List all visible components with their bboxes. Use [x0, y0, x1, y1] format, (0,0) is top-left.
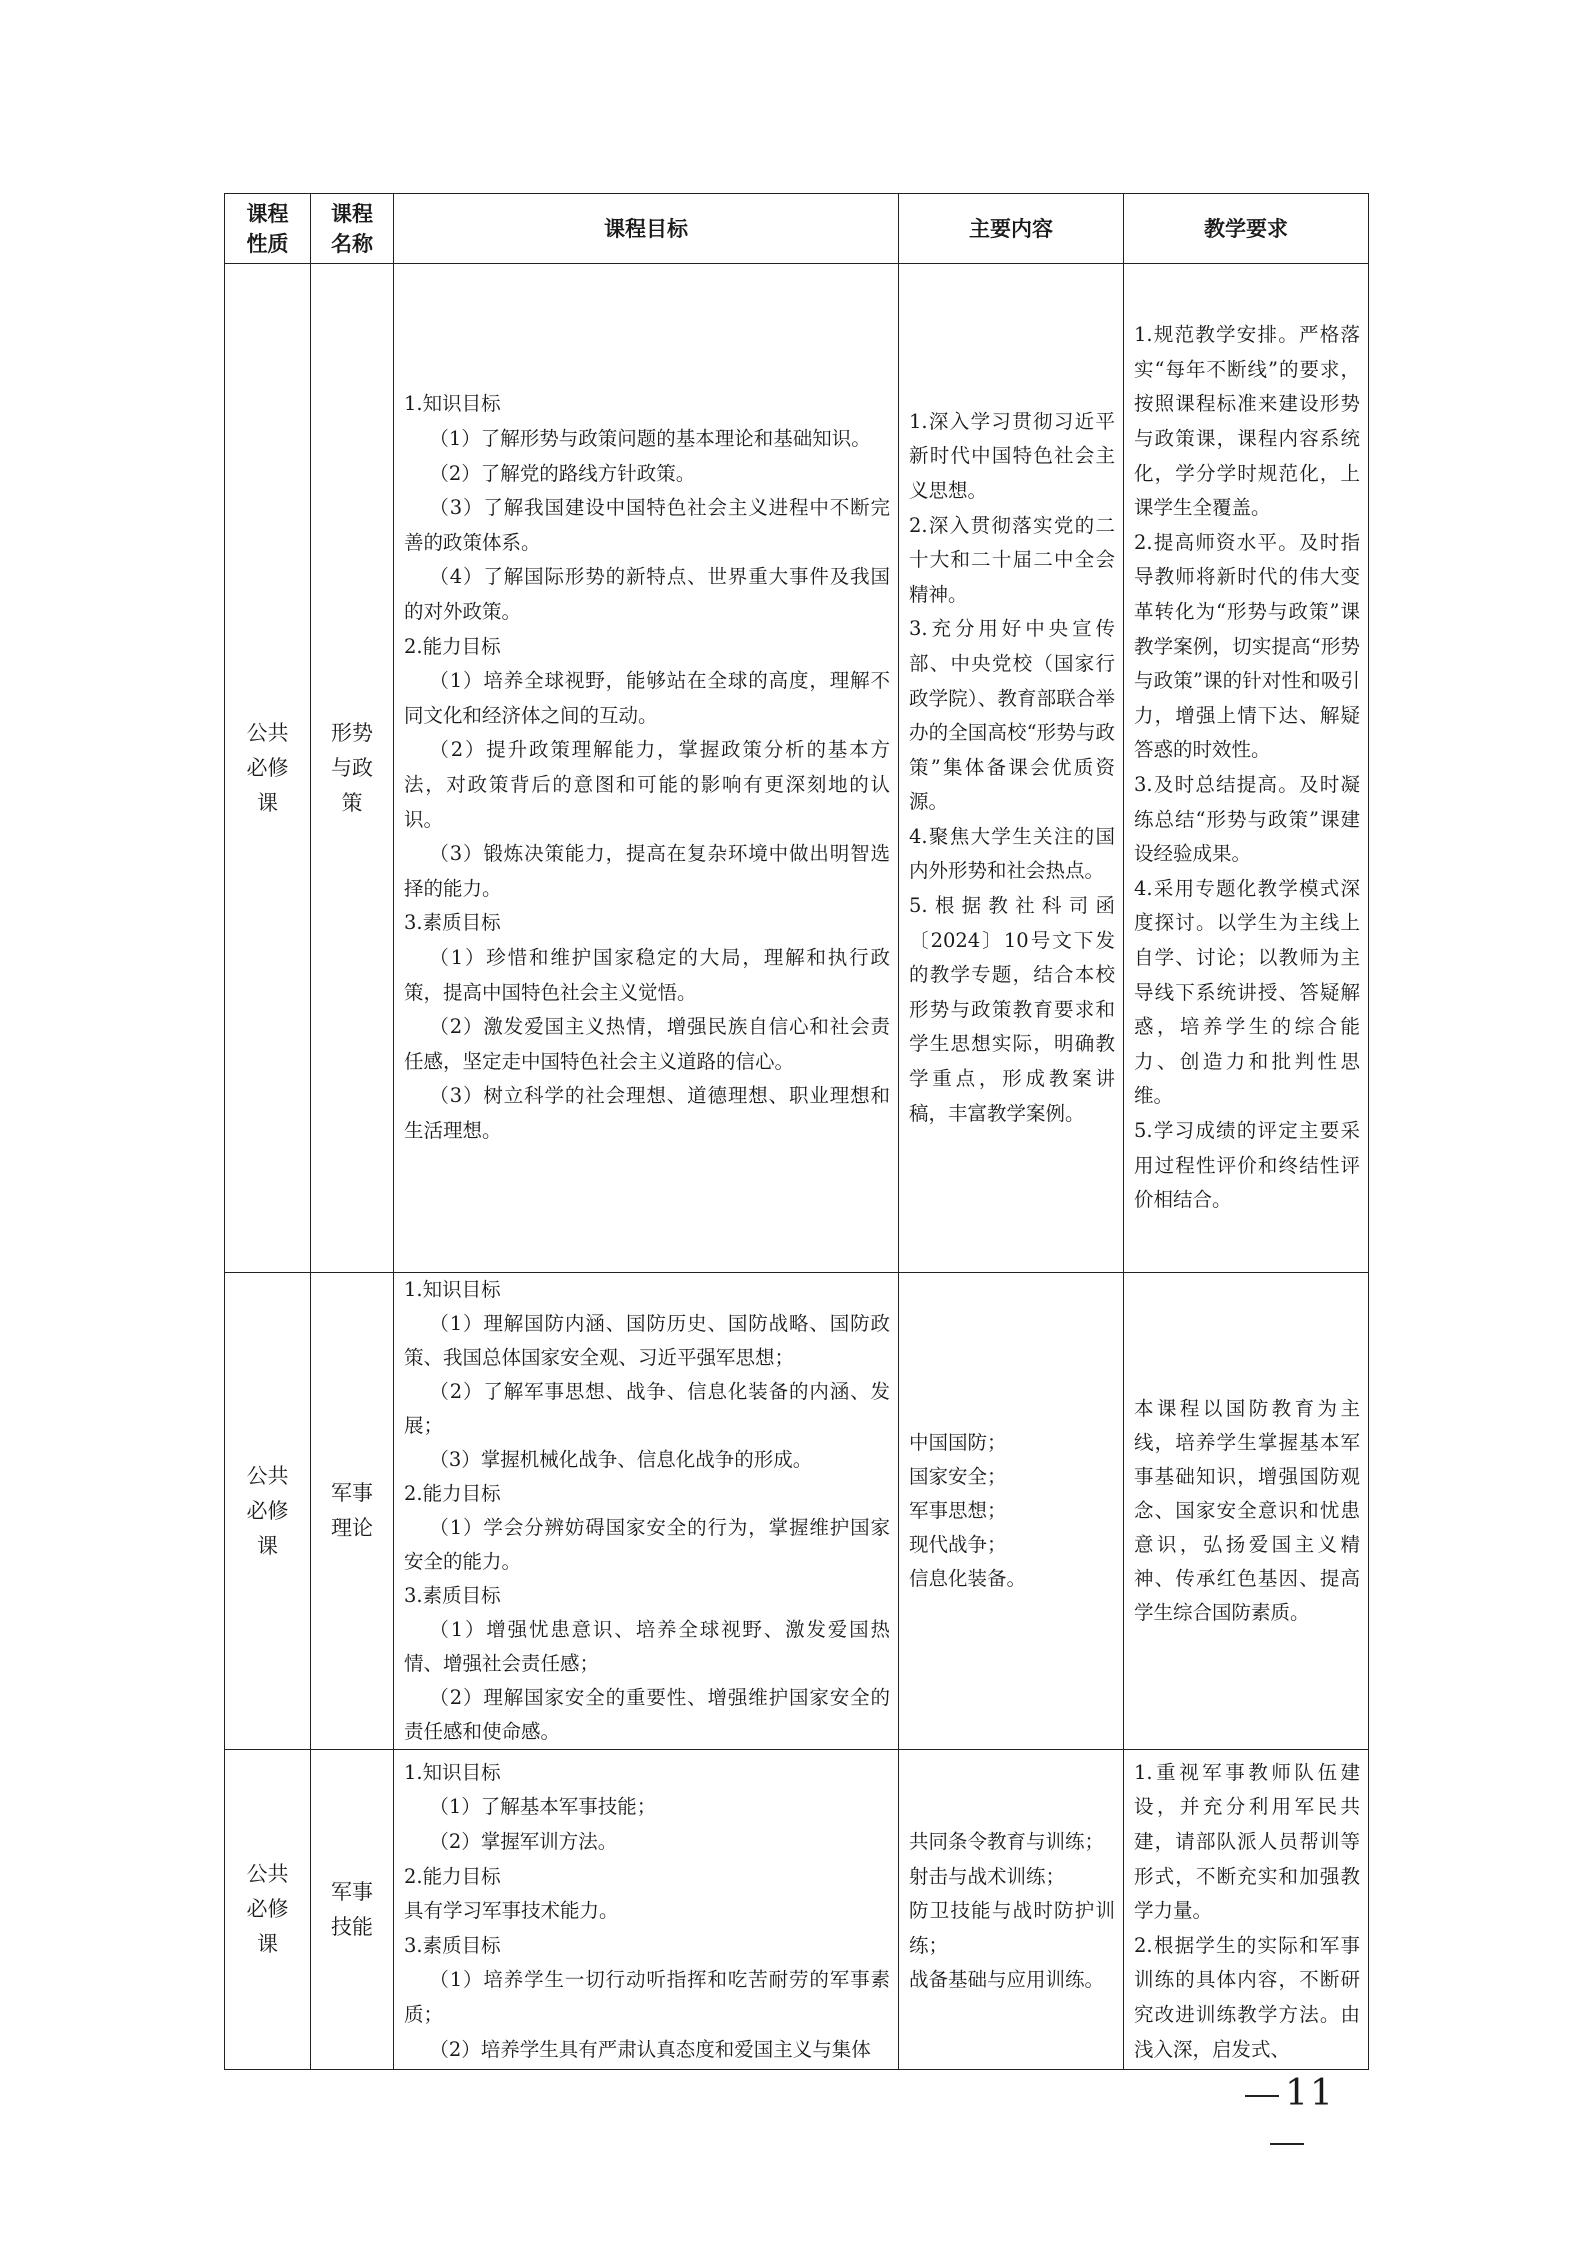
course-goal-cell: 1.知识目标 （1）理解国防内涵、国防历史、国防战略、国防政策、我国总体国家安全观、习近平强军思想； （2）了解军事思想、战争、信息化装备的内涵、发展； （3）掌握机械化战争、信息化战争的形成。 2.能力目标 （1）学会分辨妨碍国家安全的行为，掌握维护国家安全的能力。 3.素质目标 （1）增强忧患意识、培养全球视野、激发爱国热情、增强社会责任感； （2）理解国家安全的重要性、增强维护国家安全的责任感和使命感。: [394, 1273, 899, 1750]
header-requirement: 教学要求: [1124, 194, 1369, 264]
course-nature-cell: 公共 必修 课: [225, 1273, 311, 1750]
course-name-cell: 军事 理论: [311, 1273, 394, 1750]
teaching-requirement-cell: 本课程以国防教育为主线，培养学生掌握基本军事基础知识，增强国防观念、国家安全意识和忧患意识，弘扬爱国主义精神、传承红色基因、提高学生综合国防素质。: [1124, 1273, 1369, 1750]
course-content-cell: 中国国防； 国家安全； 军事思想； 现代战争； 信息化装备。: [899, 1273, 1124, 1750]
course-goal-cell: 1.知识目标 （1）了解形势与政策问题的基本理论和基础知识。 （2）了解党的路线方针政策。 （3）了解我国建设中国特色社会主义进程中不断完善的政策体系。 （4）了解国际形势的新特点、世界重大事件及我国的对外政策。 2.能力目标 （1）培养全球视野，能够站在全球的高度，理解不同文化和经济体之间的互动。 （2）提升政策理解能力，掌握政策分析的基本方法，对政策背后的意图和可能的影响有更深刻地的认识。 （3）锻炼决策能力，提高在复杂环境中做出明智选择的能力。 3.素质目标 （1）珍惜和维护国家稳定的大局，理解和执行政策，提高中国特色社会主义觉悟。 （2）激发爱国主义热情，增强民族自信心和社会责任感，坚定走中国特色社会主义道路的信心。 （3）树立科学的社会理想、道德理想、职业理想和生活理想。: [394, 264, 899, 1273]
header-goal: 课程目标: [394, 194, 899, 264]
table-row: [225, 1273, 1369, 1750]
table-row: [225, 264, 1369, 1273]
table-row: [225, 1750, 1369, 2070]
course-goal-cell: 1.知识目标 （1）了解基本军事技能； （2）掌握军训方法。 2.能力目标 具有学习军事技术能力。 3.素质目标 （1）培养学生一切行动听指挥和吃苦耐劳的军事素质； （2）培养学生具有严肃认真态度和爱国主义与集体: [394, 1750, 899, 2070]
header-name: 课程 名称: [311, 194, 394, 264]
course-nature-cell: 公共 必修 课: [225, 264, 311, 1273]
course-content-cell: 1.深入学习贯彻习近平新时代中国特色社会主义思想。 2.深入贯彻落实党的二十大和二十届二中全会精神。 3.充分用好中央宣传部、中央党校（国家行政学院）、教育部联合举办的全国高校“形势与政策”集体备课会优质资源。 4.聚焦大学生关注的国内外形势和社会热点。 5.根据教社科司函〔2024〕10号文下发的教学专题，结合本校形势与政策教育要求和学生思想实际，明确教学重点，形成教案讲稿，丰富教学案例。: [899, 264, 1124, 1273]
header-row: [225, 194, 1369, 264]
course-table: [224, 193, 1369, 2070]
page-number-dash-left: [1245, 2095, 1279, 2097]
header-nature: 课程 性质: [225, 194, 311, 264]
course-content-cell: 共同条令教育与训练； 射击与战术训练； 防卫技能与战时防护训练； 战备基础与应用训练。: [899, 1750, 1124, 2070]
header-content: 主要内容: [899, 194, 1124, 264]
course-nature-cell: 公共 必修 课: [225, 1750, 311, 2070]
course-name-cell: 军事 技能: [311, 1750, 394, 2070]
teaching-requirement-cell: 1.重视军事教师队伍建设，并充分利用军民共建，请部队派人员帮训等形式，不断充实和加强教学力量。 2.根据学生的实际和军事训练的具体内容，不断研究改进训练教学方法。由浅入深，启发式、: [1124, 1750, 1369, 2070]
teaching-requirement-cell: 1.规范教学安排。严格落实“每年不断线”的要求，按照课程标准来建设形势与政策课，课程内容系统化，学分学时规范化，上课学生全覆盖。 2.提高师资水平。及时指导教师将新时代的伟大变革转化为“形势与政策”课教学案例，切实提高“形势与政策”课的针对性和吸引力，增强上情下达、解疑答惑的时效性。 3.及时总结提高。及时凝练总结“形势与政策”课建设经验成果。 4.采用专题化教学模式深度探讨。以学生为主线上自学、讨论；以教师为主导线下系统讲授、答疑解惑，培养学生的综合能力、创造力和批判性思维。 5.学习成绩的评定主要采用过程性评价和终结性评价相结合。: [1124, 264, 1369, 1273]
course-name-cell: 形势 与政 策: [311, 264, 394, 1273]
page-number-dash-right: [1270, 2143, 1304, 2145]
page-number: 11: [1222, 2070, 1352, 2118]
